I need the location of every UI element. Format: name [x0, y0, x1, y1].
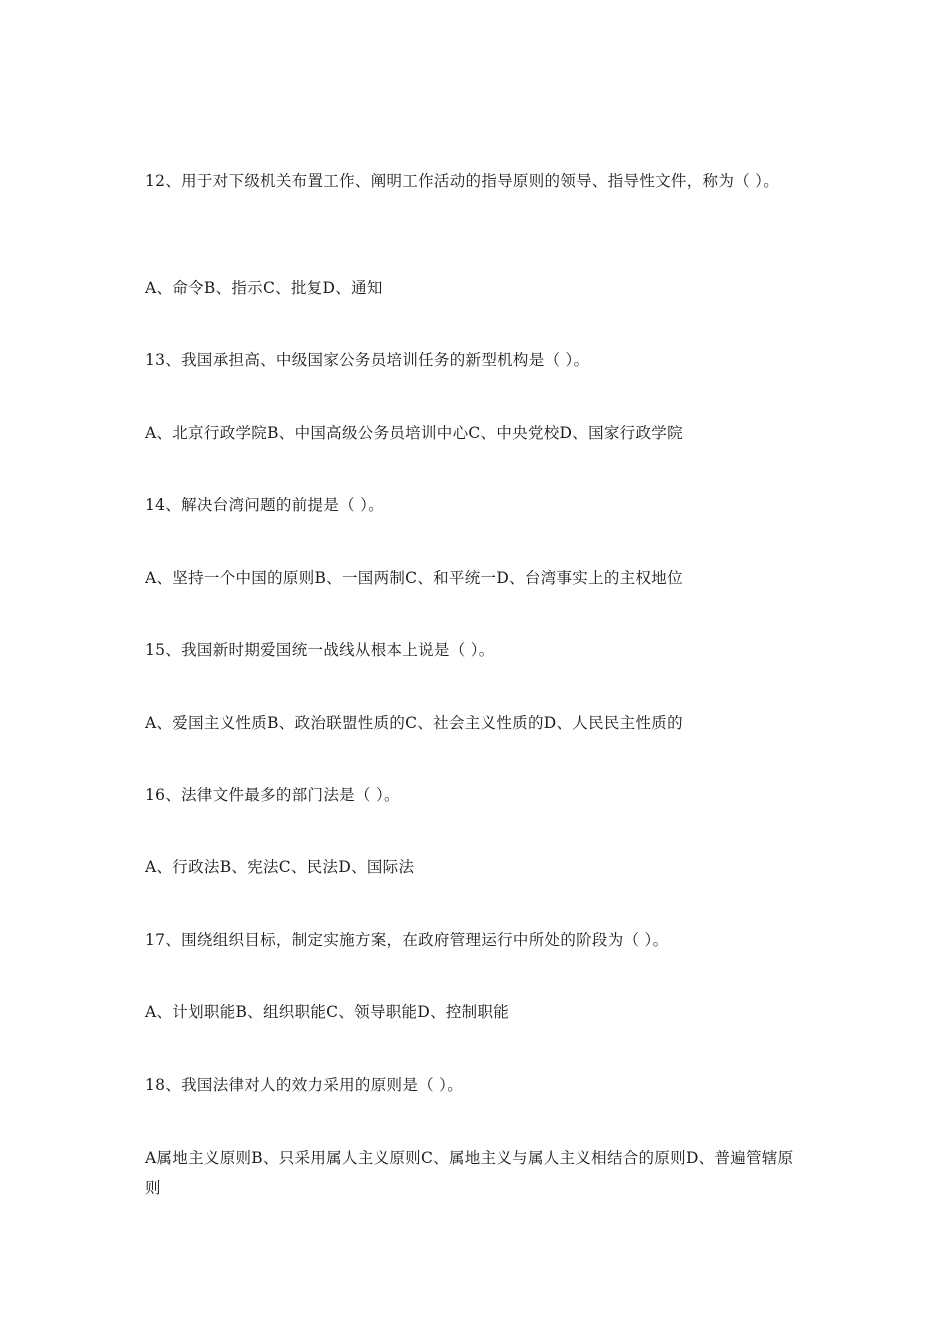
options-18: A属地主义原则B、只采用属人主义原则C、属地主义与属人主义相结合的原则D、普遍管辖原则 — [145, 1149, 794, 1197]
options-16: A、行政法B、宪法C、民法D、国际法 — [145, 858, 415, 876]
options-17: A、计划职能B、组织职能C、领导职能D、控制职能 — [145, 1003, 510, 1021]
question-17: 17、围绕组织目标，制定实施方案，在政府管理运行中所处的阶段为（ ）。 — [145, 931, 669, 949]
question-14: 14、解决台湾问题的前提是（ ）。 — [145, 496, 385, 514]
options-12: A、命令B、指示C、批复D、通知 — [145, 279, 383, 297]
options-14: A、坚持一个中国的原则B、一国两制C、和平统一D、台湾事实上的主权地位 — [145, 569, 683, 587]
question-13: 13、我国承担高、中级国家公务员培训任务的新型机构是（ ）。 — [145, 351, 590, 369]
question-18: 18、我国法律对人的效力采用的原则是（ ）。 — [145, 1076, 464, 1094]
question-16: 16、法律文件最多的部门法是（ ）。 — [145, 786, 400, 804]
options-13: A、北京行政学院B、中国高级公务员培训中心C、中央党校D、国家行政学院 — [145, 424, 683, 442]
question-15: 15、我国新时期爱国统一战线从根本上说是（ ）。 — [145, 641, 495, 659]
options-15: A、爱国主义性质B、政治联盟性质的C、社会主义性质的D、人民民主性质的 — [145, 714, 683, 732]
question-12: 12、用于对下级机关布置工作、阐明工作活动的指导原则的领导、指导性文件，称为（ ）。 — [145, 172, 780, 190]
